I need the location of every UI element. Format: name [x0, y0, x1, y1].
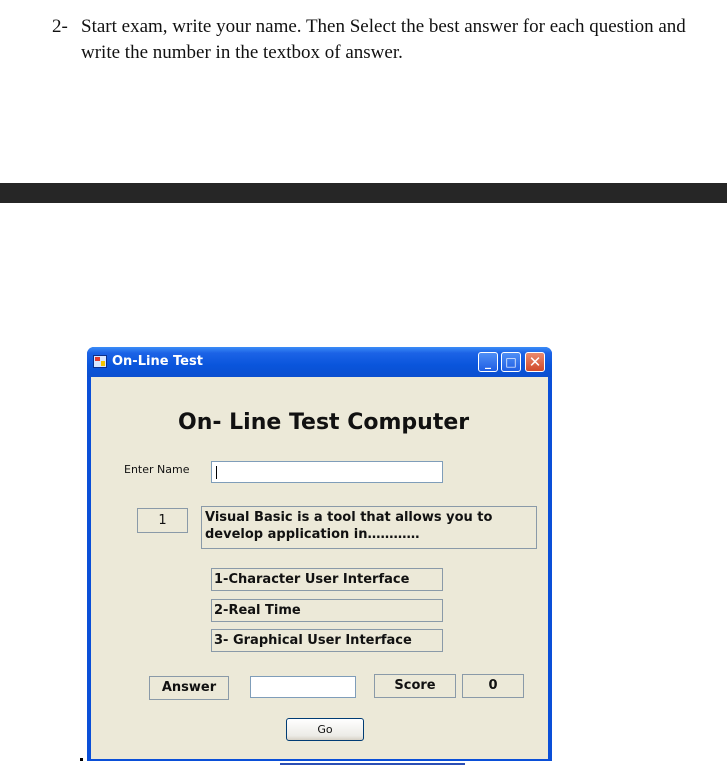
answer-label: Answer: [149, 676, 229, 700]
close-button[interactable]: ✕: [525, 352, 545, 372]
window-bottom-border: [87, 759, 552, 761]
bottom-edge-line: [280, 763, 465, 765]
question-number-box: 1: [137, 508, 188, 533]
form-heading: On- Line Test Computer: [178, 410, 470, 435]
option-2: 2-Real Time: [211, 599, 443, 622]
window-client-area: [91, 377, 548, 759]
enter-name-label: Enter Name: [124, 463, 190, 476]
maximize-button[interactable]: □: [501, 352, 521, 372]
score-label: Score: [374, 674, 456, 698]
text-caret: [216, 466, 217, 479]
stray-dot: [80, 758, 83, 761]
answer-input[interactable]: [250, 676, 356, 698]
minimize-button[interactable]: _: [478, 352, 498, 372]
separator-bar: [0, 183, 727, 203]
app-window-icon[interactable]: [93, 355, 107, 368]
window-titlebar[interactable]: [87, 347, 552, 377]
online-test-window: [87, 347, 552, 761]
go-button[interactable]: Go: [286, 718, 364, 741]
name-input[interactable]: [211, 461, 443, 483]
instruction-text: Start exam, write your name. Then Select the best answer for each question and write the number in the textbox of answer.: [81, 16, 686, 63]
option-3: 3- Graphical User Interface: [211, 629, 443, 652]
question-text: Visual Basic is a tool that allows you to develop application in…………: [201, 506, 537, 549]
option-1: 1-Character User Interface: [211, 568, 443, 591]
window-title: On-Line Test: [112, 354, 203, 369]
score-value: 0: [462, 674, 524, 698]
instruction-number: 2-: [52, 16, 68, 37]
